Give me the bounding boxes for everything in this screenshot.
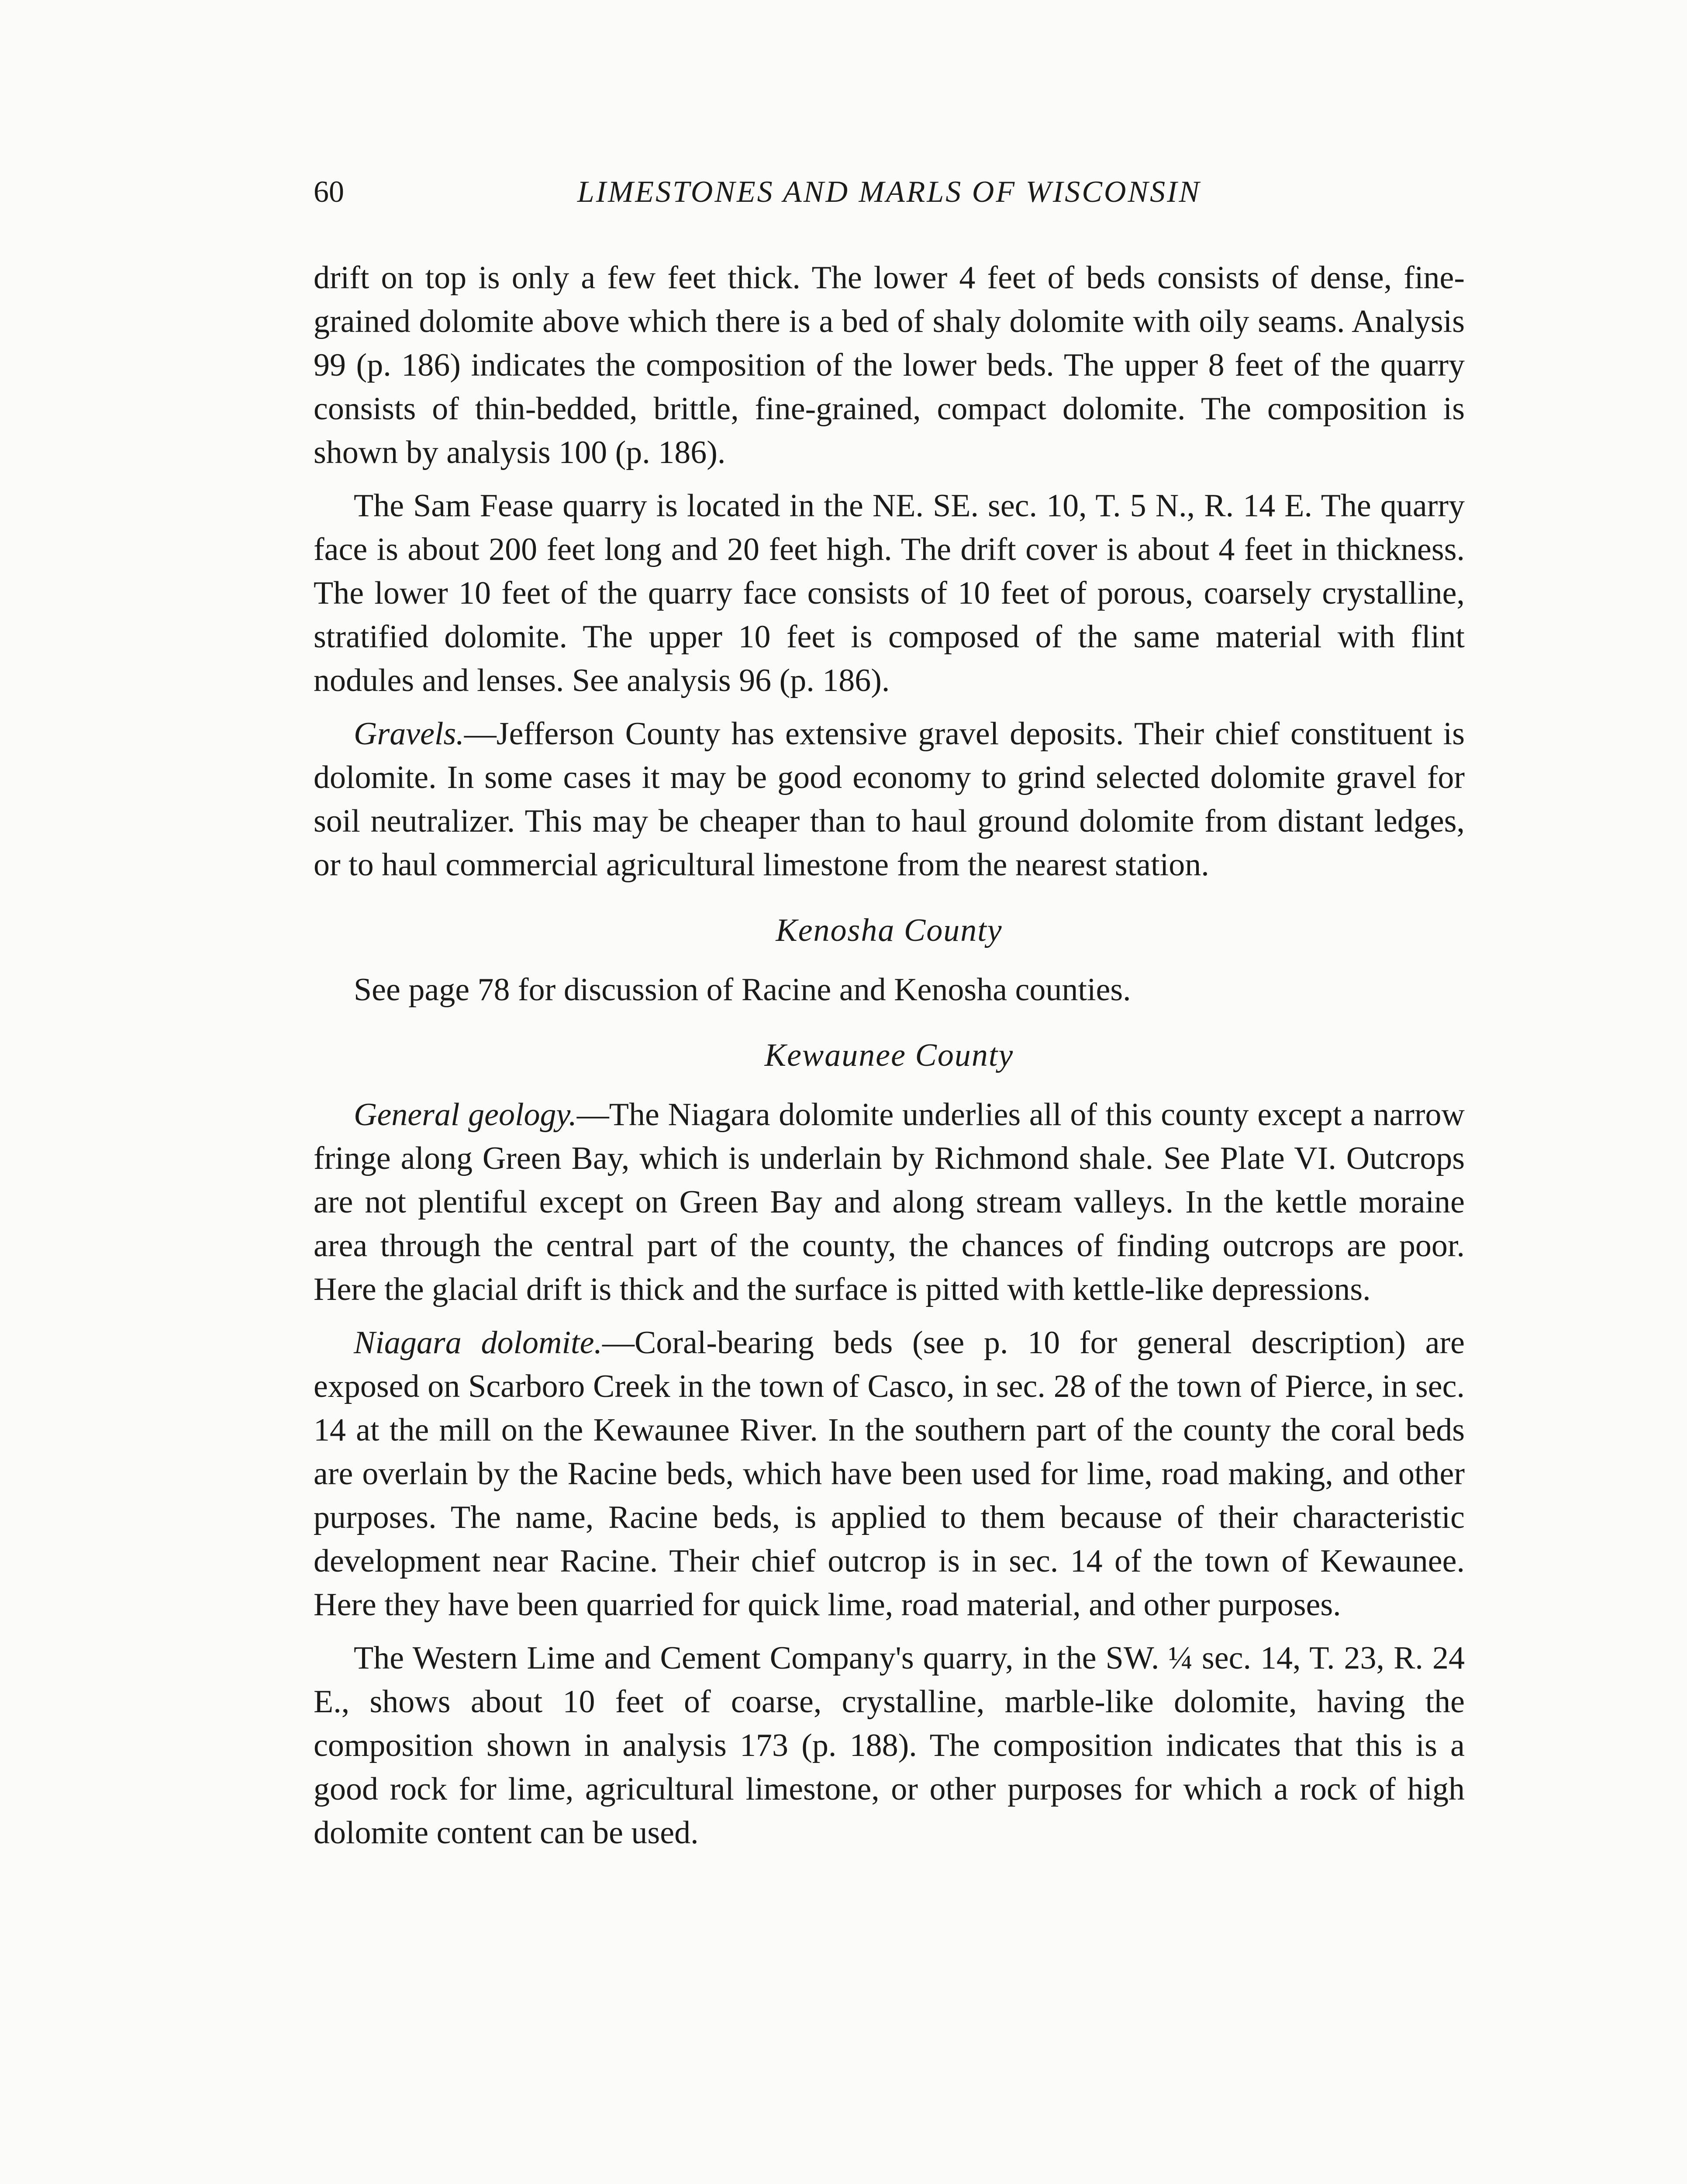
running-head (314, 166, 1465, 218)
paragraph-lead-gravels: Gravels. (354, 716, 464, 752)
paragraph-western-lime-quarry: The Western Lime and Cement Company's quarry, in the SW. ¼ sec. 14, T. 23, R. 24 E., shows about 10 feet of coarse, crystalline, marble-like dolomite, having the composition shown in analysis 173 (p. 188). The composition indicates that this is a good rock for lime, agricultural limestone, or other purposes for which a rock of high dolomite content can be used. (314, 1640, 1465, 1851)
document-page (314, 166, 1465, 1864)
paragraph-niagara-dolomite-text: —Coral-bearing beds (see p. 10 for general description) are exposed on Scarboro Creek in the town of Casco, in sec. 28 of the town of Pierce, in sec. 14 at the mill on the Kewaunee River. In the southern part of the county the coral beds are overlain by the Racine beds, which have been used for lime, road making, and other purposes. The name, Racine beds, is applied to them because of their characteristic development near Racine. Their chief outcrop is in sec. 14 of the town of Kewaunee. Here they have been quarried for quick lime, road material, and other purposes. (314, 1325, 1465, 1623)
paragraph-sam-fease-quarry: The Sam Fease quarry is located in the NE. SE. sec. 10, T. 5 N., R. 14 E. The quarry face is about 200 feet long and 20 feet high. The drift cover is about 4 feet in thickness. The lower 10 feet of the quarry face consists of 10 feet of porous, coarsely crystalline, stratified dolomite. The upper 10 feet is composed of the same material with flint nodules and lenses. See analysis 96 (p. 186). (314, 488, 1465, 698)
running-title: LIMESTONES AND MARLS OF WISCONSIN (577, 175, 1201, 209)
paragraph-lead-general-geology: General geology. (354, 1097, 577, 1133)
paragraph-lead-niagara-dolomite: Niagara dolomite. (354, 1325, 602, 1361)
section-heading-kenosha: Kenosha County (776, 912, 1003, 948)
paragraph-kenosha: See page 78 for discussion of Racine and Kenosha counties. (354, 972, 1131, 1008)
body-text (314, 256, 1465, 1855)
paragraph-general-geology-text: —The Niagara dolomite underlies all of this county except a narrow fringe along Green Bay, which is underlain by Richmond shale. See Plate VI. Outcrops are not plentiful except on Green Bay and along stream valleys. In the kettle moraine area through the central part of the county, the chances of finding outcrops are poor. Here the glacial drift is thick and the surface is pitted with kettle-like depressions. (314, 1097, 1465, 1307)
paragraph-gravels-text: —Jefferson County has extensive gravel deposits. Their chief constituent is dolomite. In some cases it may be good economy to grind selected dolomite gravel for soil neutralizer. This may be cheaper than to haul ground dolomite from distant ledges, or to haul commercial agricultural limestone from the nearest station. (314, 716, 1465, 883)
paragraph-gravels (314, 712, 1465, 887)
paragraph-continued: drift on top is only a few feet thick. The lower 4 feet of beds consists of dense, fine-grained dolomite above which there is a bed of shaly dolomite with oily seams. Analysis 99 (p. 186) indicates the composition of the lower beds. The upper 8 feet of the quarry consists of thin-bedded, brittle, fine-grained, compact dolomite. The composition is shown by analysis 100 (p. 186). (314, 260, 1465, 470)
section-heading-kewaunee: Kewaunee County (764, 1037, 1014, 1073)
paragraph-general-geology (314, 1093, 1465, 1311)
paragraph-niagara-dolomite (314, 1321, 1465, 1627)
page-number: 60 (314, 175, 344, 209)
